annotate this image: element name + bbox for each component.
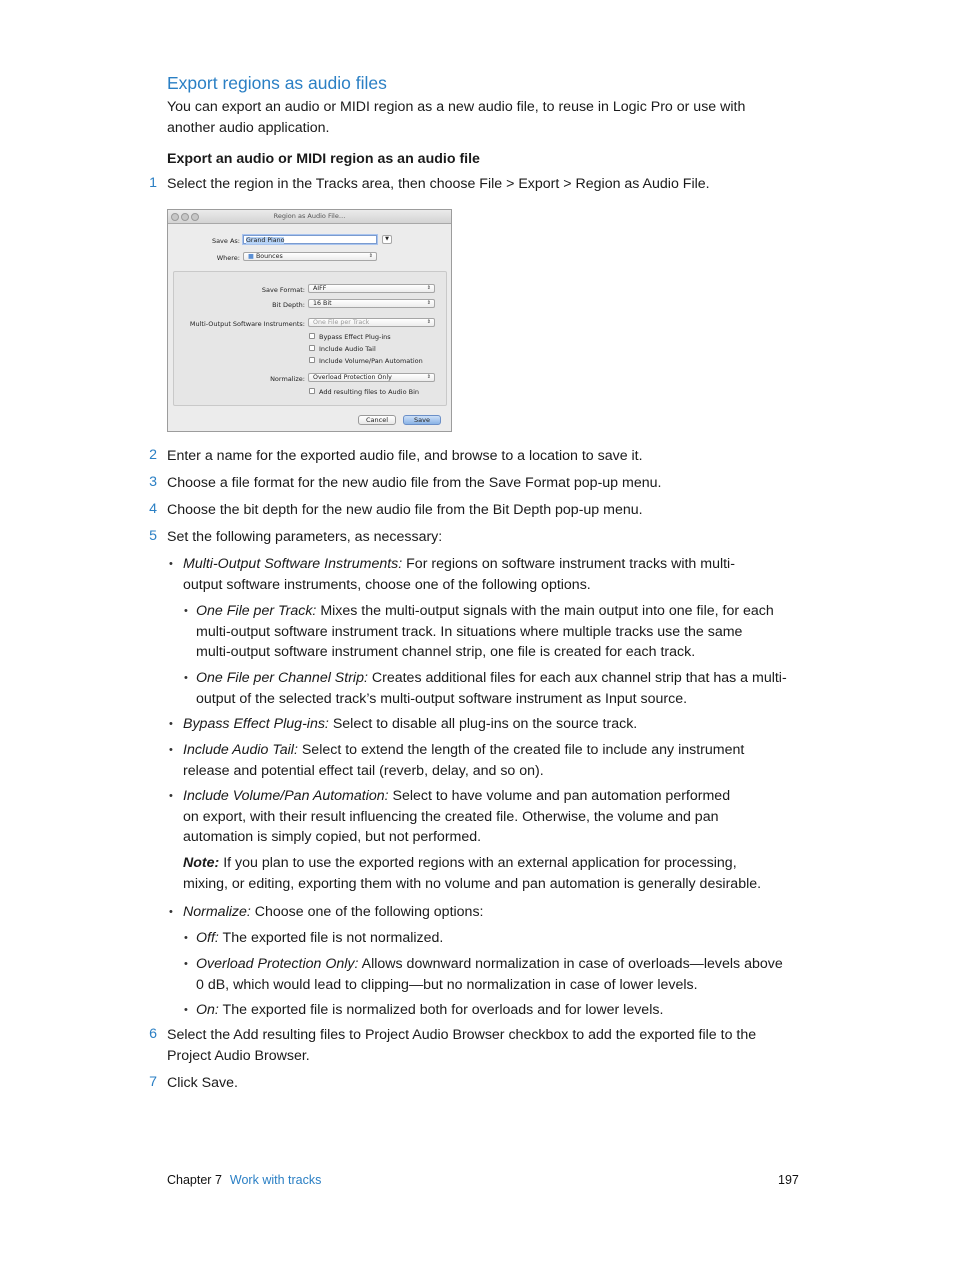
- step-text-line: Project Audio Browser.: [167, 1047, 310, 1064]
- step-text: Select the region in the Tracks area, then choose File > Export > Region as Audio File.: [167, 176, 710, 192]
- bullet: •: [169, 744, 173, 756]
- step-text: [167, 1025, 807, 1066]
- popup-arrows-icon: ⇕: [426, 300, 431, 306]
- popup-arrows-icon: ⇕: [426, 285, 431, 291]
- step-text-line: Select the Add resulting files to Project Audio Browser checkbox to add the exported file to the: [167, 1027, 757, 1043]
- param-desc-line: on export, with their result influencing the created file. Otherwise, the volume and pan: [183, 808, 719, 825]
- option-off: [196, 928, 816, 949]
- param-audio-tail: [183, 740, 803, 781]
- param-desc-line: multi-output software instrument channel strip, one file is created for each track.: [196, 644, 696, 660]
- popup-arrows-icon: ⇕: [368, 253, 373, 259]
- param-desc-line: release and potential effect tail (reverb, delay, and so on).: [183, 762, 544, 779]
- dialog-titlebar: [168, 210, 451, 224]
- note-label: Note:: [183, 855, 220, 871]
- param-desc-line: multi-output software instrument track. In situations where multiple tracks use the same: [196, 623, 743, 640]
- save-format-label: Save Format:: [261, 286, 305, 294]
- intro-paragraph: [167, 97, 787, 138]
- multi-output-label: Multi-Output Software Instruments:: [189, 320, 305, 328]
- expand-browser-button[interactable]: [382, 235, 392, 244]
- step-number: 5: [149, 528, 157, 544]
- param-term: Off:: [196, 930, 219, 946]
- option-on: [196, 1000, 816, 1021]
- param-desc: The exported file is normalized both for overloads and for lower levels.: [218, 1002, 664, 1018]
- bullet: •: [184, 932, 188, 944]
- multi-output-popup[interactable]: [308, 318, 435, 327]
- save-as-label: Save As:: [211, 237, 240, 245]
- include-volpan-label: Include Volume/Pan Automation: [319, 357, 423, 365]
- step-text: Choose the bit depth for the new audio file from the Bit Depth pop-up menu.: [167, 502, 643, 518]
- param-term: One File per Channel Strip:: [196, 670, 368, 686]
- step-text: Click Save.: [167, 1075, 238, 1091]
- add-files-checkbox[interactable]: [309, 388, 315, 394]
- bullet: •: [169, 558, 173, 570]
- param-desc: Select to disable all plug-ins on the source track.: [328, 716, 638, 732]
- step-text: Set the following parameters, as necessary:: [167, 529, 443, 545]
- where-value: Bounces: [255, 253, 283, 260]
- chapter-link[interactable]: Work with tracks: [229, 1173, 322, 1187]
- step-number: 7: [149, 1074, 157, 1090]
- region-as-audio-file-dialog: [167, 209, 452, 432]
- footer-chapter: [167, 1173, 321, 1187]
- chapter-number: Chapter 7: [167, 1173, 222, 1187]
- popup-arrows-icon: ⇕: [426, 374, 431, 380]
- param-term: Multi-Output Software Instruments:: [183, 556, 403, 572]
- normalize-popup[interactable]: [308, 373, 435, 382]
- intro-line: You can export an audio or MIDI region as a new audio file, to reuse in Logic Pro or use with: [167, 99, 746, 115]
- param-desc: Allows downward normalization in case of overloads—levels above: [358, 956, 783, 972]
- note-text: If you plan to use the exported regions with an external application for processing,: [219, 855, 737, 871]
- bullet: •: [169, 906, 173, 918]
- option-one-file-per-strip: [196, 668, 816, 709]
- include-volpan-checkbox[interactable]: [309, 357, 315, 363]
- param-term: One File per Track:: [196, 603, 317, 619]
- normalize-label: Normalize:: [270, 375, 305, 383]
- param-desc-line: output of the selected track’s multi-output software instrument as Input source.: [196, 690, 688, 707]
- option-overload: [196, 954, 816, 995]
- folder-icon: ■: [248, 253, 254, 260]
- bullet: •: [184, 672, 188, 684]
- step-text: Enter a name for the exported audio file, and browse to a location to save it.: [167, 448, 643, 464]
- where-label: Where:: [216, 254, 240, 262]
- param-term: Overload Protection Only:: [196, 956, 359, 972]
- param-volpan: [183, 786, 803, 848]
- include-audio-tail-checkbox[interactable]: [309, 345, 315, 351]
- note-text-line: mixing, or editing, exporting them with no volume and pan automation is generally desirable.: [183, 875, 762, 892]
- note: [183, 853, 803, 894]
- where-popup[interactable]: [243, 252, 377, 261]
- param-desc-line: 0 dB, which would lead to clipping—but no normalization in case of lower levels.: [196, 976, 698, 993]
- param-desc-line: output software instruments, choose one of the following options.: [183, 576, 591, 593]
- step-number: 4: [149, 501, 157, 517]
- bit-depth-value: 16 Bit: [313, 300, 332, 307]
- param-multi-output: [183, 554, 803, 595]
- chevron-down-icon: ▼: [385, 236, 389, 242]
- dialog-title: Region as Audio File…: [273, 212, 346, 220]
- param-desc: Select to have volume and pan automation performed: [388, 788, 731, 804]
- bypass-effect-checkbox[interactable]: [309, 333, 315, 339]
- param-desc: For regions on software instrument tracks with multi-: [402, 556, 735, 572]
- add-files-label: Add resulting files to Audio Bin: [319, 388, 420, 396]
- param-desc: Select to extend the length of the created file to include any instrument: [297, 742, 745, 758]
- param-term: Include Volume/Pan Automation:: [183, 788, 389, 804]
- bullet: •: [169, 790, 173, 802]
- save-button[interactable]: Save: [403, 415, 441, 425]
- param-desc: Creates additional files for each aux channel strip that has a multi-: [367, 670, 787, 686]
- param-term: On:: [196, 1002, 219, 1018]
- step-number: 3: [149, 474, 157, 490]
- param-bypass: [183, 714, 803, 735]
- section-heading: Export regions as audio files: [167, 73, 387, 93]
- save-format-value: AIFF: [313, 285, 327, 292]
- intro-line: another audio application.: [167, 119, 330, 136]
- step-number: 2: [149, 447, 157, 463]
- bullet: •: [184, 605, 188, 617]
- save-format-popup[interactable]: [308, 284, 435, 293]
- popup-arrows-icon: ⇕: [426, 319, 431, 325]
- param-term: Normalize:: [183, 904, 251, 920]
- save-as-value: Grand Piano: [246, 237, 285, 244]
- task-heading: Export an audio or MIDI region as an audio file: [167, 151, 480, 167]
- cancel-button[interactable]: Cancel: [358, 415, 396, 425]
- bit-depth-label: Bit Depth:: [272, 301, 305, 309]
- step-text: Choose a file format for the new audio file from the Save Format pop-up menu.: [167, 475, 662, 491]
- param-desc: Choose one of the following options:: [250, 904, 484, 920]
- param-term: Include Audio Tail:: [183, 742, 298, 758]
- option-one-file-per-track: [196, 601, 816, 663]
- param-desc: The exported file is not normalized.: [218, 930, 444, 946]
- param-term: Bypass Effect Plug-ins:: [183, 716, 329, 732]
- include-audio-tail-label: Include Audio Tail: [319, 345, 376, 353]
- bullet: •: [169, 718, 173, 730]
- param-desc: Mixes the multi-output signals with the main output into one file, for each: [316, 603, 774, 619]
- step-number: 6: [149, 1026, 157, 1042]
- multi-output-value: One File per Track: [313, 319, 370, 326]
- bullet: •: [184, 958, 188, 970]
- step-number: 1: [149, 175, 157, 191]
- page-number: 197: [778, 1173, 799, 1187]
- param-desc-line: automation is simply copied, but not performed.: [183, 829, 482, 845]
- param-normalize: [183, 902, 803, 923]
- normalize-value: Overload Protection Only: [313, 374, 392, 381]
- save-as-field[interactable]: [243, 235, 377, 244]
- bypass-effect-label: Bypass Effect Plug-ins: [319, 333, 391, 341]
- bit-depth-popup[interactable]: [308, 299, 435, 308]
- bullet: •: [184, 1004, 188, 1016]
